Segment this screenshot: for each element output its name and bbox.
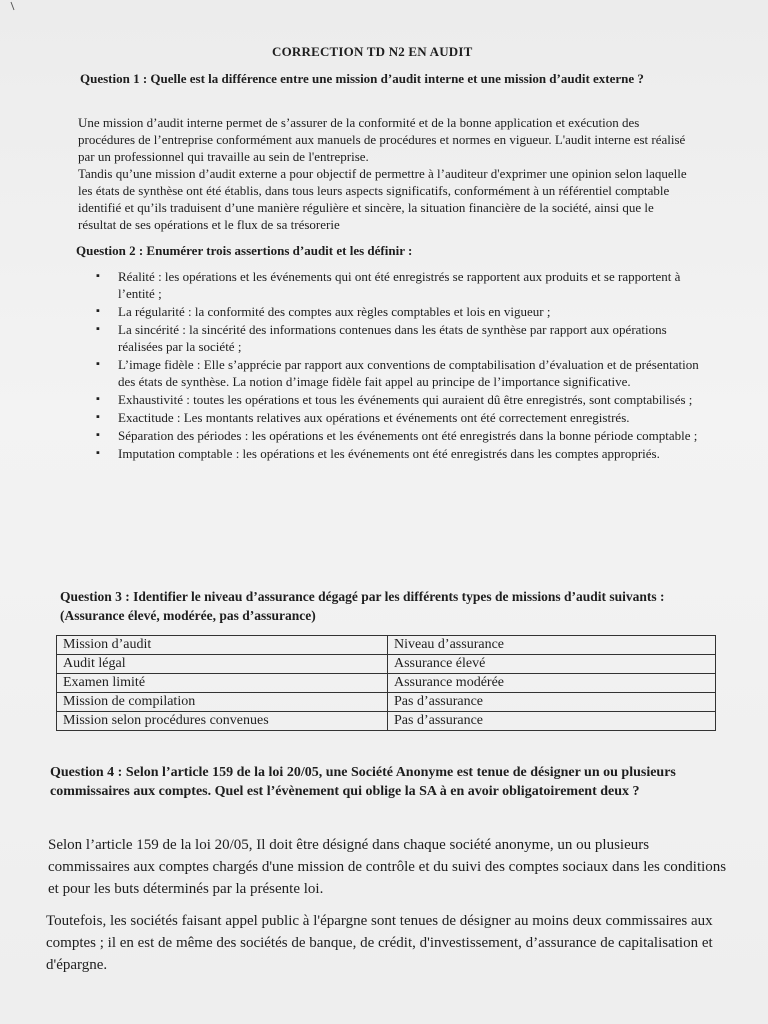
bullet-icon: ▪ xyxy=(96,393,100,405)
page-title: CORRECTION TD N2 EN AUDIT xyxy=(272,44,473,59)
assurance-table xyxy=(56,635,716,731)
question-1-answer xyxy=(78,114,688,233)
list-item-text: Séparation des périodes : les opérations et les événements ont été enregistrés dans la bonne période comptable ; xyxy=(118,428,698,443)
question-4-paragraph: Toutefois, les sociétés faisant appel public à l'épargne sont tenues de désigner au moins deux commissaires aux comptes ; il en est de même des sociétés de banque, de crédit, d'investissement, d’assurance de capitalisation et d'épargne. xyxy=(46,913,713,973)
table-row xyxy=(57,655,716,674)
question-3-heading: Question 3 : Identifier le niveau d’assurance dégagé par les différents types de missions d’audit suivants : (Assurance élevé, modérée, pas d’assurance) xyxy=(60,589,665,623)
bullet-icon: ▪ xyxy=(96,305,100,317)
list-item xyxy=(92,321,702,355)
table-cell: Mission selon procédures convenues xyxy=(57,712,388,731)
table-cell: Mission de compilation xyxy=(57,693,388,712)
question-4-heading: Question 4 : Selon l’article 159 de la loi 20/05, une Société Anonyme est tenue de désigner un ou plusieurs commissaires aux comptes. Quel est l’évènement qui oblige la SA à en avoir obligatoirement deux ? xyxy=(50,765,676,799)
list-item xyxy=(92,268,702,302)
table-row xyxy=(57,674,716,693)
list-item-text: La régularité : la conformité des comptes aux règles comptables et lois en vigueur ; xyxy=(118,304,551,319)
question-4-paragraph: Selon l’article 159 de la loi 20/05, Il doit être désigné dans chaque société anonyme, un ou plusieurs commissaires aux comptes chargés d'une mission de contrôle et du suivi des comptes sociaux dans les conditions et pour les buts déterminés par la présente loi. xyxy=(48,837,727,897)
list-item xyxy=(92,427,702,444)
list-item-text: L’image fidèle : Elle s’apprécie par rapport aux conventions de comptabilisation d’évaluation et de présentation des états de synthèse. La notion d’image fidèle fait appel au principe de l’importance significative. xyxy=(118,357,699,389)
list-item-text: Imputation comptable : les opérations et les événements ont été enregistrés dans les comptes appropriés. xyxy=(118,446,660,461)
table-cell: Pas d’assurance xyxy=(388,693,716,712)
list-item-text: Réalité : les opérations et les événements qui ont été enregistrés se rapportent aux produits et se rapportent à l’entité ; xyxy=(118,269,681,301)
list-item-text: La sincérité : la sincérité des informations contenues dans les états de synthèse par rapport aux opérations réalisées par la société ; xyxy=(118,322,667,354)
question-1-paragraph: Tandis qu’une mission d’audit externe a pour objectif de permettre à l’auditeur d'exprimer une opinion selon laquelle les états de synthèse ont été établis, dans tous leurs aspects significatifs, conformément à un référentiel comptable identifié et qu’ils traduisent d’une manière régulière et sincère, la situation financière de la société, ainsi que le résultat de ses opérations et le flux de sa trésorerie xyxy=(78,166,687,232)
list-item xyxy=(92,303,702,320)
question-2-heading: Question 2 : Enumérer trois assertions d’audit et les définir : xyxy=(76,243,413,258)
list-item xyxy=(92,356,702,390)
table-row xyxy=(57,693,716,712)
table-header-cell: Mission d’audit xyxy=(57,636,388,655)
list-item xyxy=(92,445,702,462)
table-cell: Audit légal xyxy=(57,655,388,674)
bullet-icon: ▪ xyxy=(96,447,100,459)
list-item-text: Exactitude : Les montants relatives aux opérations et événements ont été correctement enregistrés. xyxy=(118,410,630,425)
list-item xyxy=(92,409,702,426)
bullet-icon: ▪ xyxy=(96,411,100,423)
table-header-row xyxy=(57,636,716,655)
table-cell: Examen limité xyxy=(57,674,388,693)
list-item-text: Exhaustivité : toutes les opérations et tous les événements qui auraient dû être enregistrés, sont comptabilisés ; xyxy=(118,392,693,407)
question-1-paragraph: Une mission d’audit interne permet de s’assurer de la conformité et de la bonne application et exécution des procédures de l’entreprise conformément aux manuels de procédures et normes en vigueur. L'audit interne est réalisé par un professionnel qui travaille au sein de l'entreprise. xyxy=(78,115,686,164)
bullet-icon: ▪ xyxy=(96,323,100,335)
table-header-cell: Niveau d’assurance xyxy=(388,636,716,655)
assertions-list xyxy=(92,268,702,463)
question-1-heading: Question 1 : Quelle est la différence entre une mission d’audit interne et une mission d’audit externe ? xyxy=(80,71,644,86)
table-cell: Pas d’assurance xyxy=(388,712,716,731)
table-row xyxy=(57,712,716,731)
bullet-icon: ▪ xyxy=(96,358,100,370)
bullet-icon: ▪ xyxy=(96,429,100,441)
table-cell: Assurance modérée xyxy=(388,674,716,693)
list-item xyxy=(92,391,702,408)
pen-mark xyxy=(5,0,19,14)
bullet-icon: ▪ xyxy=(96,270,100,282)
table-cell: Assurance élevé xyxy=(388,655,716,674)
